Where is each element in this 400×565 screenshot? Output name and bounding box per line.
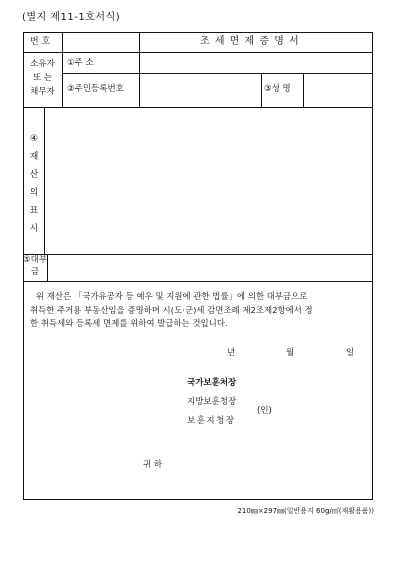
loan-label-line: 금 [30, 267, 40, 277]
date-day-label: 일 [346, 348, 355, 358]
number-label: 번 호 [30, 37, 51, 47]
issuer-branch: 보훈지청장 [187, 416, 236, 426]
declaration-line: 취득한 주거용 부동산임을 증명하며 시(도·군)세 감면조례 제2조제2항에서 정 [30, 304, 313, 315]
date-year-label: 년 [227, 348, 236, 358]
property-label-char: 재 [29, 152, 39, 162]
col-divider [139, 32, 140, 52]
col-divider [303, 73, 304, 107]
property-label-number: ④ [29, 134, 39, 144]
name-field[interactable] [305, 75, 371, 105]
form-title: 조 세 면 제 증 명 서 [200, 36, 300, 47]
row-divider [63, 73, 373, 74]
col-divider [261, 73, 262, 107]
row-divider [23, 107, 373, 108]
owner-label-line: 또 는 [32, 73, 53, 83]
resident-id-label: ②주민등록번호 [67, 84, 124, 94]
col-divider [47, 254, 48, 281]
col-divider [44, 107, 45, 254]
property-label-char: 표 [29, 206, 39, 216]
address-field[interactable] [141, 54, 371, 72]
property-label-char: 산 [29, 170, 39, 180]
form-reference: (별지 제11-1호서식) [22, 12, 121, 23]
paper-spec-footer: 210㎜×297㎜(일반용지 60g/㎡(재활용품)) [237, 507, 374, 515]
loan-label-line: ⑤대부 [23, 255, 48, 265]
col-divider [62, 52, 63, 107]
col-divider [139, 52, 140, 107]
owner-label-line: 채무자 [30, 87, 55, 97]
declaration-line: 한 취득세와 등록세 면제를 위하여 발급하는 것입니다. [30, 318, 228, 328]
date-month-label: 월 [286, 348, 295, 358]
row-divider [23, 254, 373, 255]
issuer-regional: 지방보훈청장 [187, 397, 237, 407]
col-divider [62, 32, 63, 52]
issuer-primary: 국가보훈처장 [187, 378, 237, 388]
property-label-char: 의 [29, 188, 39, 198]
name-label: ③성 명 [264, 84, 291, 94]
resident-id-field[interactable] [141, 75, 259, 105]
loan-amount-field[interactable] [49, 256, 371, 279]
seal-mark: (인) [257, 406, 272, 416]
declaration-line: 위 재산은 「국가유공자 등 예우 및 지원에 관한 법률」에 의한 대부금으로 [36, 291, 308, 301]
owner-label-line: 소유자 [30, 59, 55, 69]
row-divider [23, 52, 373, 53]
property-label-char: 시 [29, 224, 39, 234]
property-description-field[interactable] [46, 109, 371, 252]
row-divider [23, 281, 373, 282]
recipient-label: 귀 하 [143, 460, 163, 470]
address-label: ①주 소 [67, 58, 94, 68]
declaration-text [30, 290, 368, 331]
